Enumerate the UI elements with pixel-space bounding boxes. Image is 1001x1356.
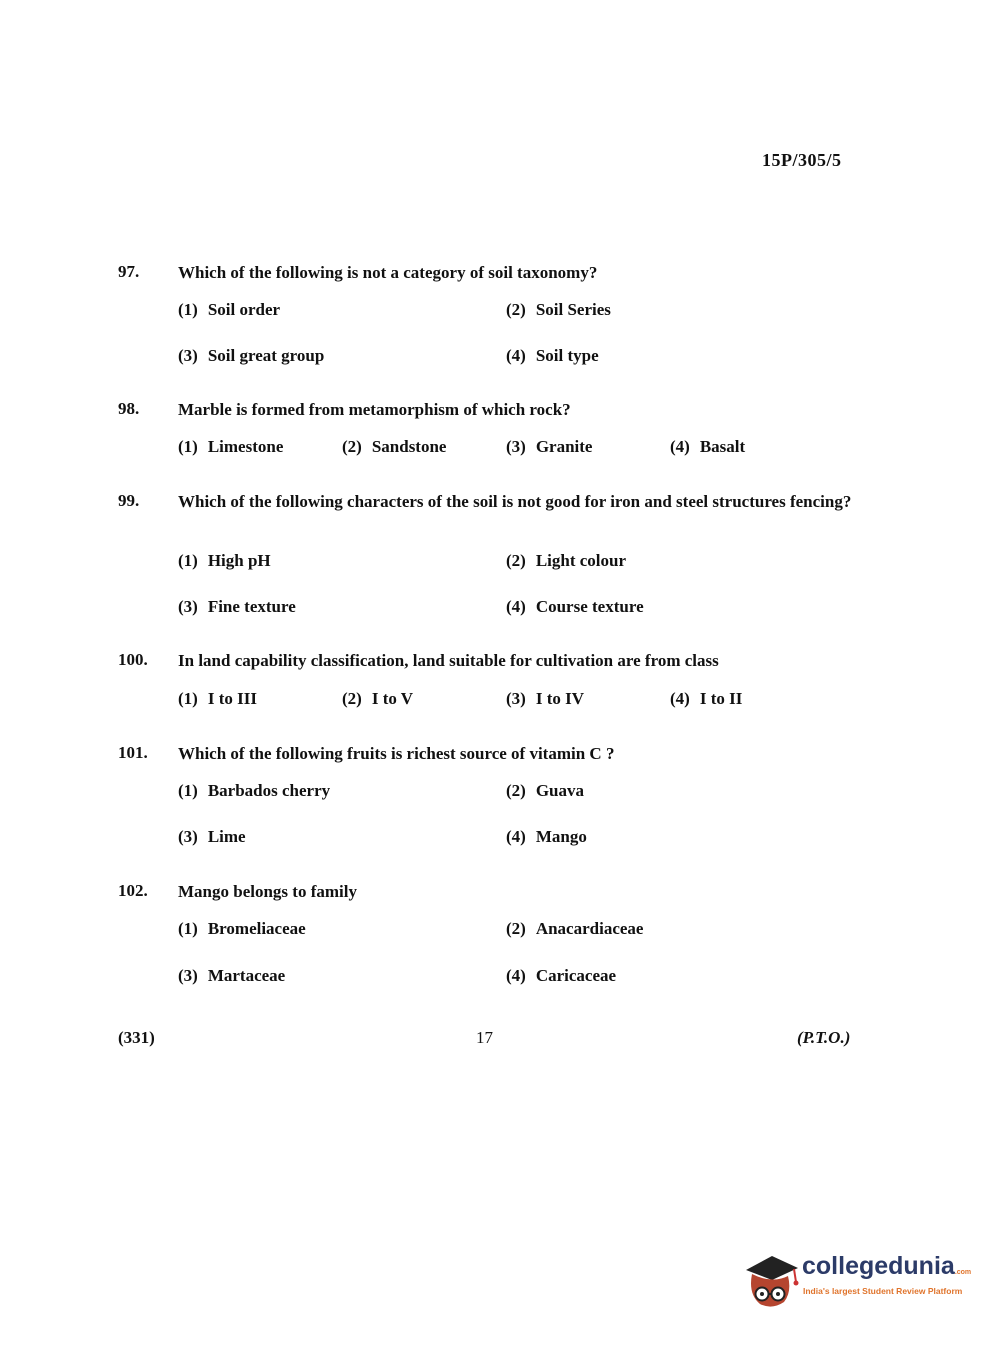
option-3: (3) Fine texture	[178, 597, 296, 616]
option-2: (2) Sandstone	[342, 437, 447, 456]
question-text: Which of the following characters of the soil is not good for iron and steel structures fencing?	[178, 492, 852, 511]
option-2: (2) I to V	[342, 689, 414, 708]
question-98	[118, 399, 863, 421]
logo-wordmark: collegedunia.com	[802, 1252, 972, 1280]
question-text: Mango belongs to family	[178, 882, 357, 901]
question-text: In land capability classification, land suitable for cultivation are from class	[178, 651, 719, 670]
option-1: (1) I to III	[178, 689, 257, 708]
option-1: (1) Limestone	[178, 437, 284, 456]
question-number: 97.	[118, 262, 140, 281]
question-101	[118, 743, 863, 765]
option-4: (4) Mango	[506, 827, 587, 846]
option-3: (3) Martaceae	[178, 966, 286, 985]
question-text: Which of the following is not a category of soil taxonomy?	[178, 263, 598, 282]
page-number: 17	[476, 1028, 493, 1047]
pto-label: (P.T.O.)	[797, 1028, 851, 1047]
footer-code: (331)	[118, 1028, 155, 1047]
option-4: (4) Caricaceae	[506, 966, 617, 985]
option-3: (3) I to IV	[506, 689, 584, 708]
option-4: (4) Soil type	[506, 346, 599, 365]
graduate-mascot-icon	[742, 1248, 800, 1312]
collegedunia-logo	[742, 1248, 972, 1314]
option-4: (4) Course texture	[506, 597, 644, 616]
question-100	[118, 650, 863, 672]
logo-tagline: India's largest Student Review Platform	[803, 1286, 963, 1296]
option-2: (2) Light colour	[506, 551, 627, 570]
option-3: (3) Soil great group	[178, 346, 325, 365]
question-text: Which of the following fruits is richest source of vitamin C ?	[178, 744, 615, 763]
question-number: 98.	[118, 399, 140, 418]
option-3: (3) Granite	[506, 437, 593, 456]
question-text: Marble is formed from metamorphism of which rock?	[178, 400, 571, 419]
question-number: 99.	[118, 491, 140, 510]
option-2: (2) Soil Series	[506, 300, 611, 319]
option-3: (3) Lime	[178, 827, 246, 846]
option-1: (1) Bromeliaceae	[178, 919, 306, 938]
question-number: 101.	[118, 743, 148, 762]
question-number: 102.	[118, 881, 148, 900]
option-4: (4) I to II	[670, 689, 743, 708]
option-1: (1) High pH	[178, 551, 271, 570]
question-99	[118, 491, 863, 513]
option-4: (4) Basalt	[670, 437, 746, 456]
option-2: (2) Guava	[506, 781, 585, 800]
option-1: (1) Barbados cherry	[178, 781, 331, 800]
option-1: (1) Soil order	[178, 300, 281, 319]
option-2: (2) Anacardiaceae	[506, 919, 644, 938]
question-102	[118, 881, 863, 903]
question-97	[118, 262, 863, 284]
paper-code: 15P/305/5	[762, 150, 842, 170]
question-number: 100.	[118, 650, 148, 669]
